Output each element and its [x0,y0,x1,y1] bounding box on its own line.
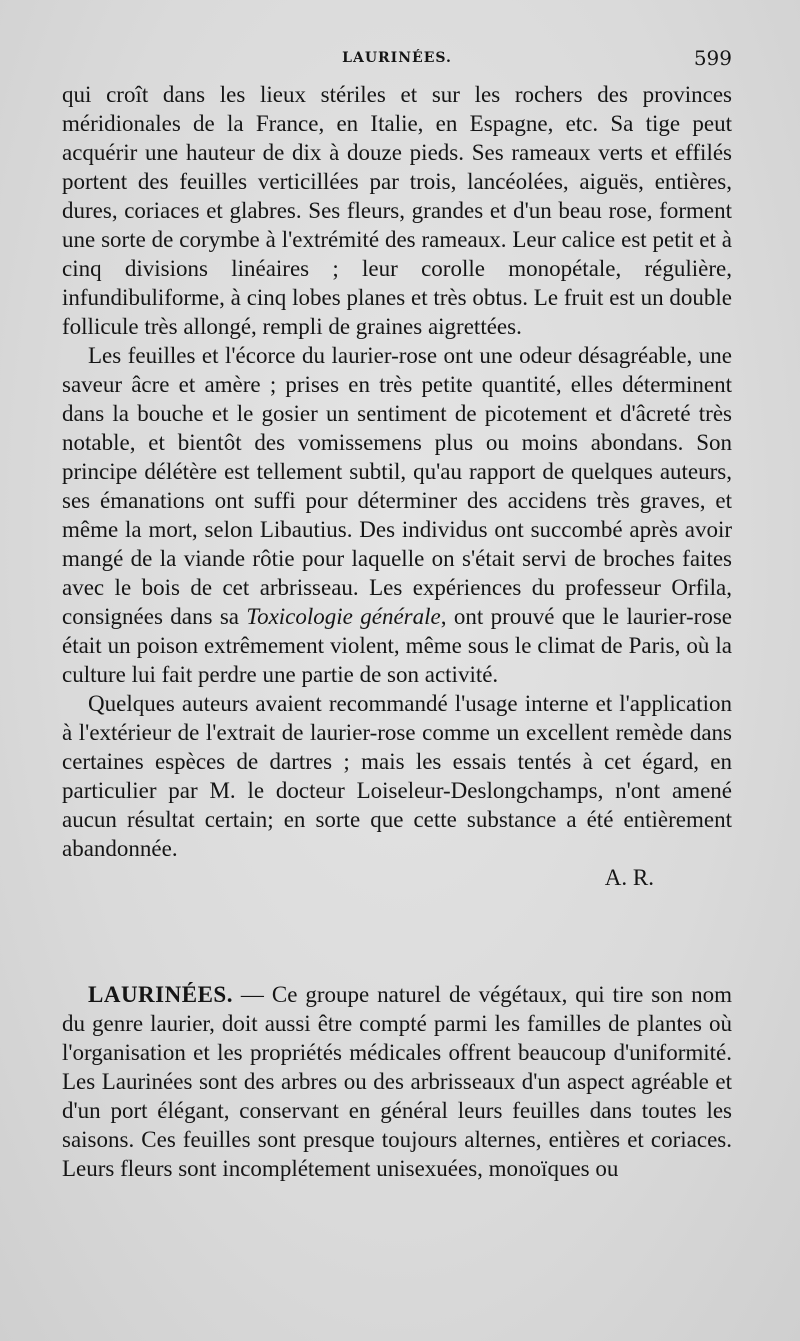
toxicity-text: Les feuilles et l'écorce du laurier-rose ont une odeur désagréable, une saveur âcre et amère ; prises en très petite quantité, elles déterminent dans la bouche et le gosier un sentiment de picotement et d'âcreté très notable, et bientôt des vomissemens plus ou moins abondans. Son principe délétère est tellement subtil, qu'au rapport de quelques auteurs, ses émanations ont suffi pour déterminer des accidens très graves, et même la mort, selon Libautius. Des individus ont succombé après avoir mangé de la viande rôtie pour laquelle on s'était servi de broches faites avec le bois de cet arbrisseau. Les expériences du professeur Orfila, consignées dans sa [62,343,732,629]
paragraph-plant-description: qui croît dans les lieux stériles et sur les rochers des provinces méridionales de la France, en Italie, en Espagne, etc. Sa tige peut acquérir une hauteur de dix à douze pieds. Ses rameaux verts et effilés portent des feuilles verticillées par trois, lancéolées, aiguës, entières, dures, coriaces et glabres. Ses fleurs, grandes et d'un beau rose, forment une sorte de corymbe à l'extrémité des rameaux. Leur calice est petit et à cinq divisions linéaires ; leur corolle monopétale, régulière, infundibuliforme, à cinq lobes planes et très obtus. Le fruit est un double follicule très allongé, rempli de graines aigrettées. [62,82,732,339]
paragraph-toxicity [62,341,732,689]
paragraph-remedy: Quelques auteurs avaient recommandé l'usage interne et l'application à l'extérieur de l'extrait de laurier-rose comme un excellent remède dans certaines espèces de dartres ; mais les essais tentés à cet égard, en particulier par M. le docteur Loiseleur-Deslongchamps, n'ont amené aucun résultat certain; en sorte que cette substance a été entièrement abandonnée. [62,691,732,861]
book-title-italic: Toxicologie générale [246,604,441,629]
page-number: 599 [693,46,732,70]
running-title: LAURINÉES. [342,50,452,66]
heading-dash: — [232,982,272,1007]
author-signature: A. R. [604,865,654,890]
toxicity-text-end: , ont prouvé que le laurier-rose était un poison extrêmement violent, même sous le climat de Paris, où la culture lui fait perdre une partie de son activité. [62,604,732,687]
section-heading: LAURINÉES. [88,982,233,1007]
paragraph-laurinees [62,980,732,1183]
article-body [62,80,732,892]
laurinees-section [62,980,732,1183]
section-text: Ce groupe naturel de végétaux, qui tire son nom du genre laurier, doit aussi être compté parmi les familles de plantes où l'organisation et les propriétés médicales offrent beaucoup d'uniformité. Les Laurinées sont des arbres ou des arbrisseaux d'un aspect agréable et d'un port élégant, conservant en général leurs feuilles dans toutes les saisons. Ces feuilles sont presque toujours alternes, entières et coriaces. Leurs fleurs sont incomplétement unisexuées, monoïques ou [62,982,732,1181]
running-head [62,46,732,76]
